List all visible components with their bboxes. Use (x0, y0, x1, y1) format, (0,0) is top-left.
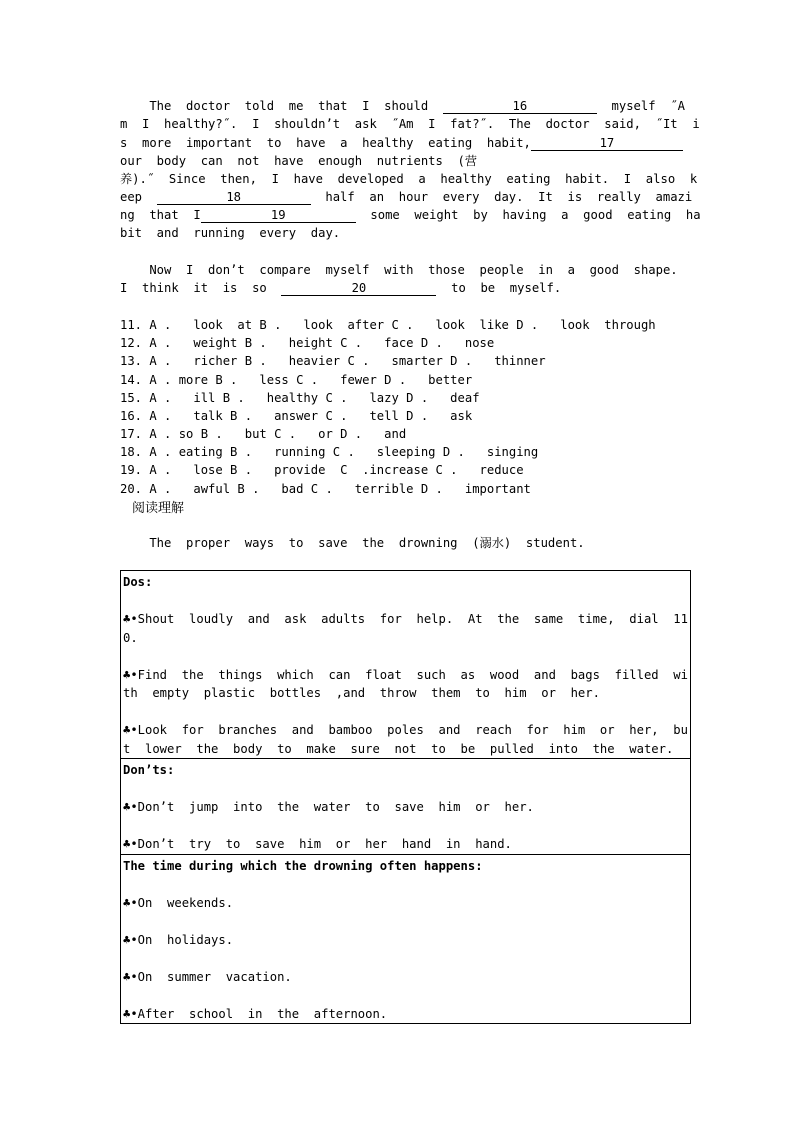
option-17: 17. A . so B . but C . or D . and (120, 427, 407, 441)
dos-row (121, 571, 691, 759)
p1-text: myself ˝A (596, 99, 685, 113)
p1-line-7 (120, 206, 701, 224)
dos-cell (121, 571, 691, 759)
rescue-table (120, 570, 691, 1024)
option-18: 18. A . eating B . running C . sleeping D . singing (120, 445, 539, 459)
blank-17: 17 (531, 136, 683, 151)
p2-line-2 (120, 279, 561, 297)
option-13: 13. A . richer B . heavier C . smarter D . thinner (120, 354, 546, 368)
p1-text: The doctor told me that I should (120, 99, 443, 113)
option-14: 14. A . more B . less C . fewer D . better (120, 373, 473, 387)
p1-line-2: m I healthy?˝. I shouldnʼt ask ˝Am I fat?˝. The doctor said, ˝It i (120, 117, 700, 131)
p1-line-4: our body can not have enough nutrients (营 (120, 154, 478, 168)
p1-text: ng that I (120, 208, 201, 222)
p1-text: some weight by having a good eating ha (355, 208, 701, 222)
time-item-4: ♣•After school in the afternoon. (123, 1006, 388, 1021)
dos-heading: Dos: (123, 575, 153, 589)
donts-heading: Donʼts: (123, 763, 175, 777)
p1-line-5: 养).˝ Since then, I have developed a healthy eating habit. I also k (120, 172, 698, 186)
section-title: 阅读理解 (132, 501, 185, 516)
reading-intro: The proper ways to save the drowning (溺水) student. (120, 536, 585, 550)
time-heading: The time during which the drowning often happens: (123, 858, 483, 873)
p2-line-1: Now I donʼt compare myself with those people in a good shape. (120, 263, 678, 277)
time-item-3: ♣•On summer vacation. (123, 969, 292, 984)
option-16: 16. A . talk B . answer C . tell D . ask (120, 409, 473, 423)
blank-16: 16 (443, 99, 597, 114)
option-12: 12. A . weight B . height C . face D . nose (120, 336, 495, 350)
p1-text: eep (120, 190, 157, 204)
p1-line-3 (120, 134, 683, 152)
p1-text: half an hour every day. It is really amazi (310, 190, 693, 204)
donts-row (121, 759, 691, 855)
p2-text: to be myself. (436, 281, 562, 295)
p2-text: I think it is so (120, 281, 282, 295)
donts-item-1: ♣•Donʼt jump into the water to save him or her. (123, 800, 534, 814)
dos-item-1-line-1: ♣•Shout loudly and ask adults for help. At the same time, dial 11 (123, 612, 688, 626)
blank-18: 18 (157, 190, 311, 205)
p1-line-8: bit and running every day. (120, 226, 341, 240)
option-15: 15. A . ill B . healthy C . lazy D . deaf (120, 391, 480, 405)
blank-20: 20 (281, 281, 436, 296)
p1-text: s more important to have a healthy eating habit, (120, 136, 531, 150)
dos-item-2-line-1: ♣•Find the things which can float such as wood and bags filled wi (123, 667, 688, 682)
p1-line-6 (120, 188, 692, 206)
blank-19: 19 (201, 208, 356, 223)
time-item-1: ♣•On weekends. (123, 895, 234, 910)
option-20: 20. A . awful B . bad C . terrible D . important (120, 482, 531, 496)
donts-cell (121, 759, 691, 855)
p1-line-1 (120, 97, 685, 115)
dos-item-2-line-2: th empty plastic bottles ,and throw them to him or her. (123, 686, 600, 700)
option-11: 11. A . look at B . look after C . look like D . look through (120, 318, 656, 332)
option-19: 19. A . lose B . provide C .increase C . reduce (120, 463, 524, 477)
dos-item-3-line-2: t lower the body to make sure not to be pulled into the water. (123, 741, 674, 756)
time-row (121, 854, 691, 1024)
donts-item-2: ♣•Donʼt try to save him or her hand in hand. (123, 837, 512, 851)
dos-item-1-line-2: 0. (123, 630, 138, 645)
time-cell (121, 854, 691, 1024)
dos-item-3-line-1: ♣•Look for branches and bamboo poles and reach for him or her, bu (123, 723, 688, 737)
time-item-2: ♣•On holidays. (123, 932, 234, 947)
